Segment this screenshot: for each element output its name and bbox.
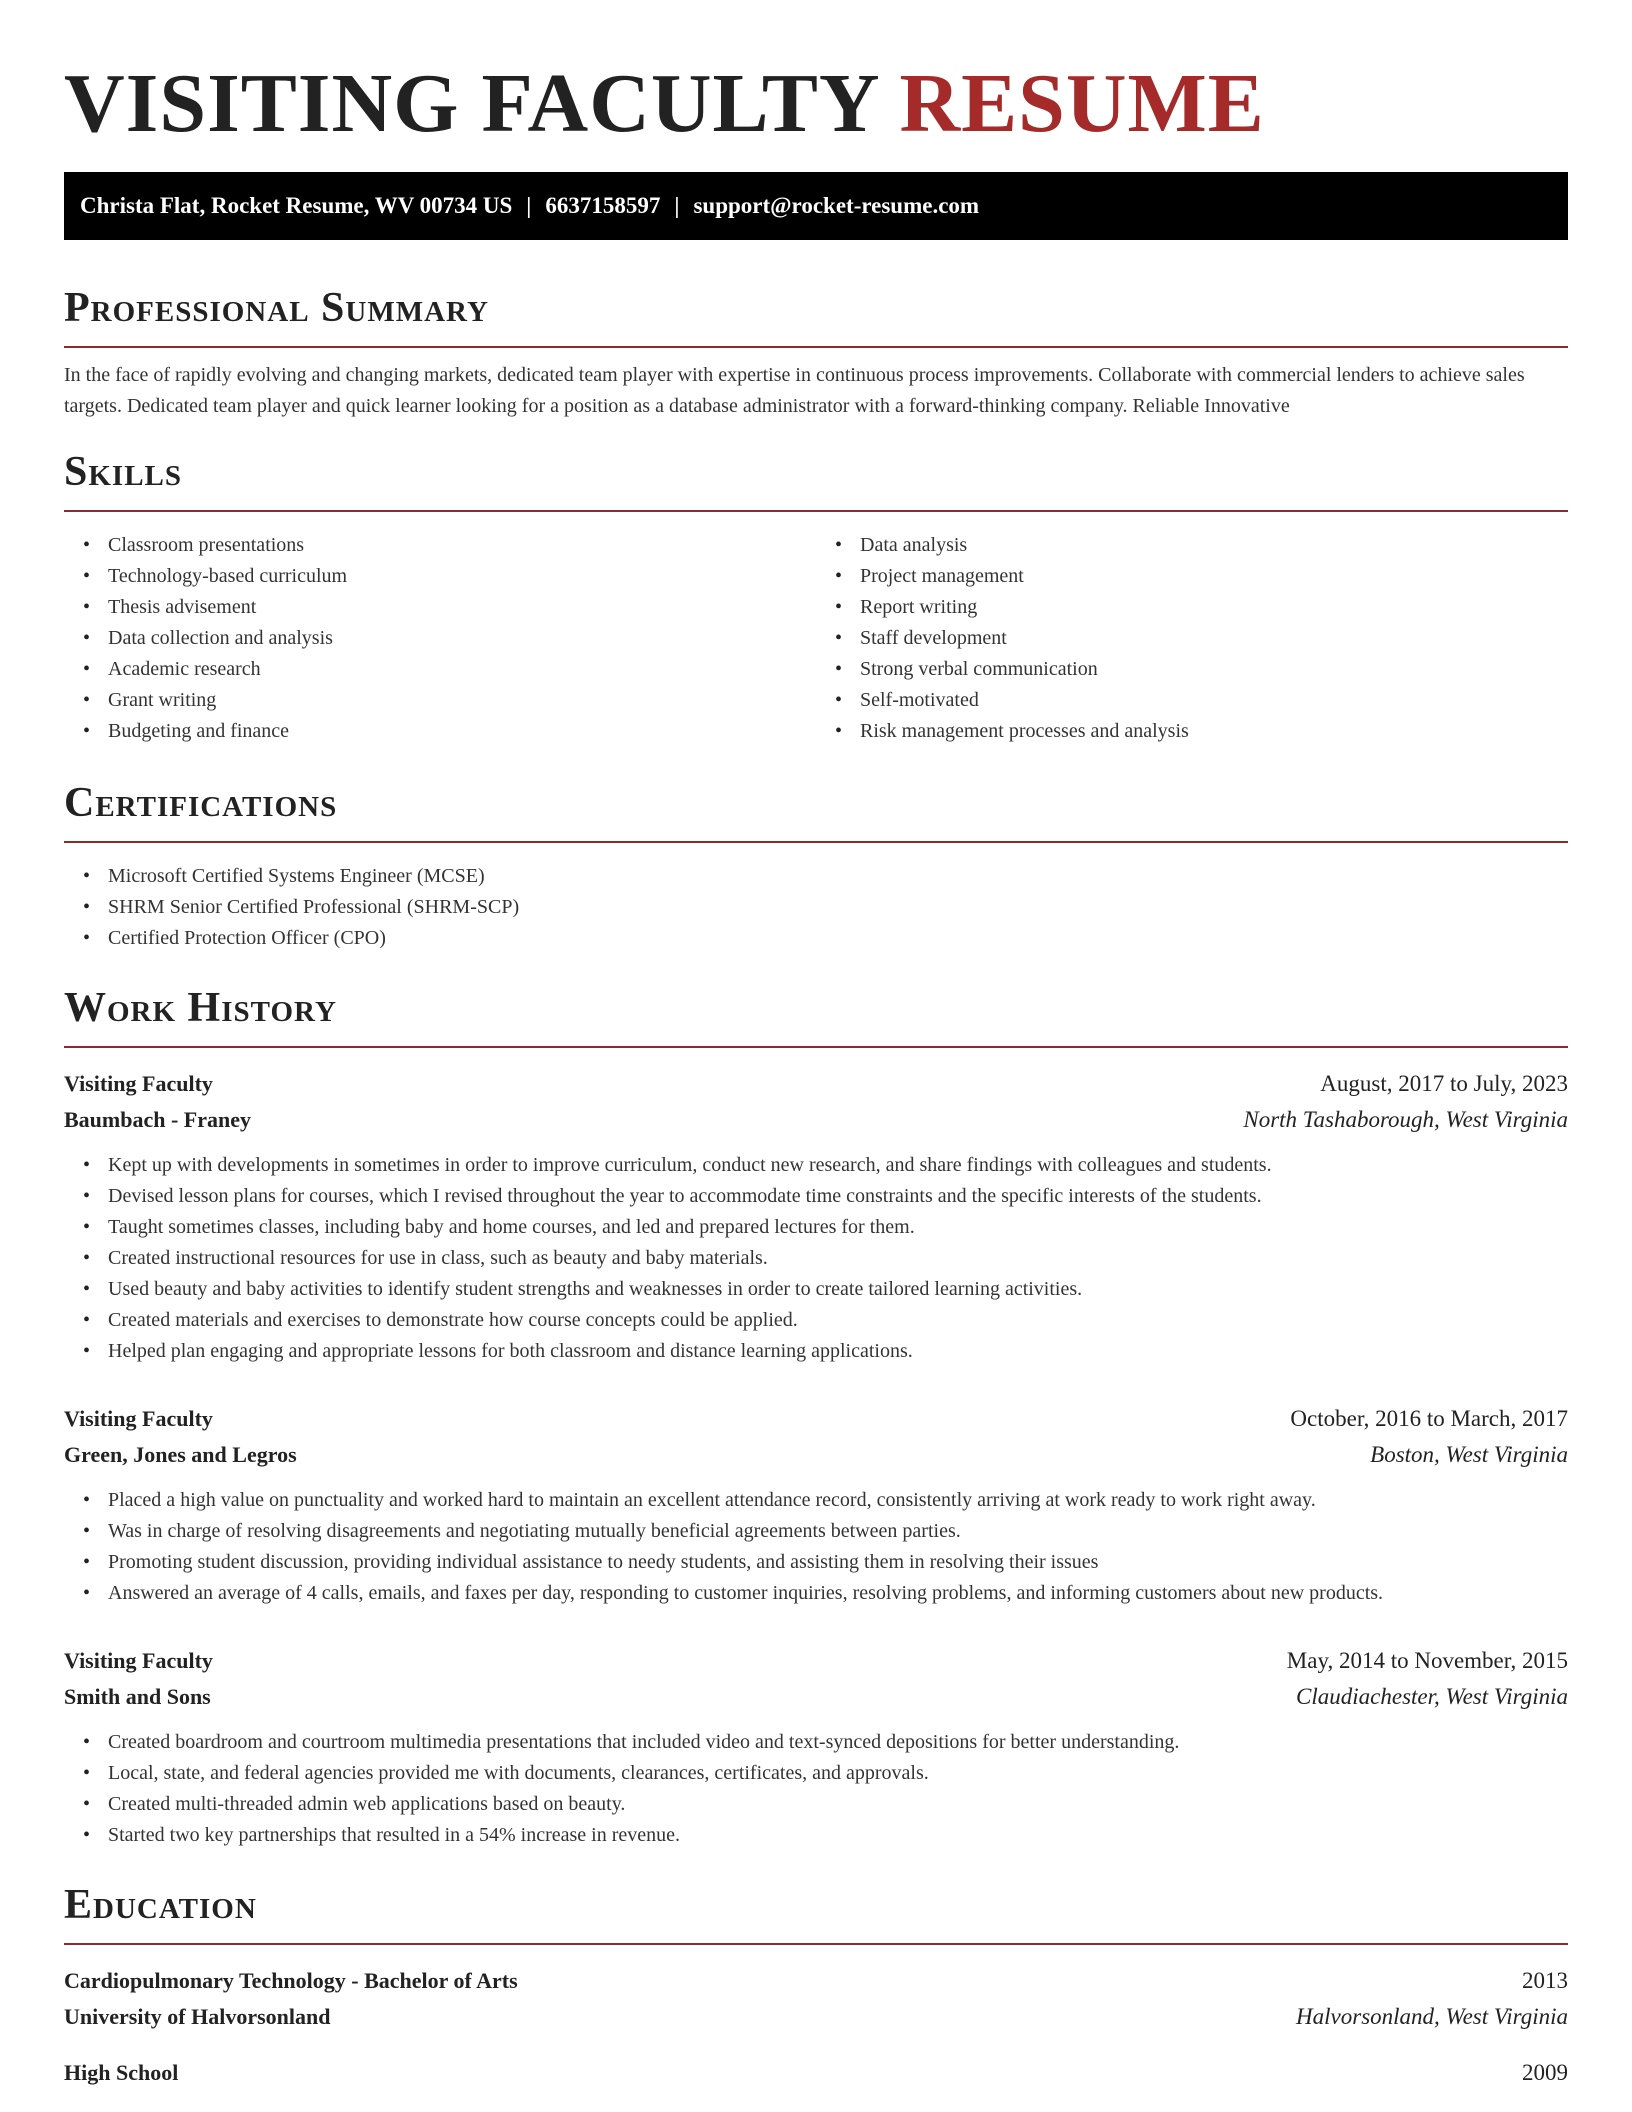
skill-item: • Technology-based curriculum xyxy=(108,561,816,592)
skill-item: • Strong verbal communication xyxy=(860,654,1568,685)
job-entry xyxy=(64,1643,1568,1851)
education-entry xyxy=(64,1963,1568,2035)
job-bullet: • Kept up with developments in sometimes in order to improve curriculum, conduct new research, and share findings with colleagues and students. xyxy=(108,1150,1568,1181)
summary-heading: Professional Summary xyxy=(64,282,1568,348)
education-school: University of Halvorsonland xyxy=(64,2004,331,2029)
job-bullet: • Devised lesson plans for courses, which I revised throughout the year to accommodate time constraints and the specific interests of the students. xyxy=(108,1181,1568,1212)
contact-separator: | xyxy=(674,193,680,218)
job-bullet: • Answered an average of 4 calls, emails, and faxes per day, responding to customer inquiries, resolving problems, and informing customers about new products. xyxy=(108,1578,1568,1609)
certifications-heading: Certifications xyxy=(64,777,1568,843)
job-bullet: • Promoting student discussion, providing individual assistance to needy students, and assisting them in resolving their issues xyxy=(108,1547,1568,1578)
job-location: Boston, West Virginia xyxy=(1370,1442,1568,1467)
job-dates: August, 2017 to July, 2023 xyxy=(1320,1071,1568,1096)
job-location: North Tashaborough, West Virginia xyxy=(1243,1107,1568,1132)
job-title: Visiting Faculty xyxy=(64,1071,213,1096)
job-company: Baumbach - Franey xyxy=(64,1107,251,1132)
education-entry xyxy=(64,2055,1568,2091)
job-bullet: • Local, state, and federal agencies provided me with documents, clearances, certificates, and approvals. xyxy=(108,1758,1568,1789)
title-accent: RESUME xyxy=(899,57,1265,150)
skill-item: • Report writing xyxy=(860,592,1568,623)
skills-list-right xyxy=(816,530,1568,747)
job-bullets xyxy=(64,1150,1568,1367)
skills-heading: Skills xyxy=(64,446,1568,512)
job-bullet: • Created multi-threaded admin web applications based on beauty. xyxy=(108,1789,1568,1820)
job-bullet: • Created boardroom and courtroom multimedia presentations that included video and text-synced depositions for better understanding. xyxy=(108,1727,1568,1758)
job-company: Green, Jones and Legros xyxy=(64,1442,297,1467)
job-bullets xyxy=(64,1485,1568,1609)
skill-item: • Staff development xyxy=(860,623,1568,654)
skills-list-left xyxy=(64,530,816,747)
contact-phone: 6637158597 xyxy=(545,193,661,218)
summary-text: In the face of rapidly evolving and changing markets, dedicated team player with expertise in continuous process improvements. Collaborate with commercial lenders to achieve sales targets. Dedicated team player and quick learner looking for a position as a database administrator with a forward-thinking company. Reliable Innovative xyxy=(64,364,1525,417)
work-history-section xyxy=(64,982,1568,1851)
job-bullet: • Taught sometimes classes, including baby and home courses, and led and prepared lectures for them. xyxy=(108,1212,1568,1243)
education-degree: Cardiopulmonary Technology - Bachelor of Arts xyxy=(64,1968,518,1993)
education-location: Halvorsonland, West Virginia xyxy=(1296,2004,1568,2029)
job-bullet: • Used beauty and baby activities to identify student strengths and weaknesses in order to create tailored learning activities. xyxy=(108,1274,1568,1305)
job-bullet: • Helped plan engaging and appropriate lessons for both classroom and distance learning applications. xyxy=(108,1336,1568,1367)
contact-address: Christa Flat, Rocket Resume, WV 00734 US xyxy=(80,193,513,218)
certifications-section xyxy=(64,777,1568,954)
job-company: Smith and Sons xyxy=(64,1684,211,1709)
skill-item: • Grant writing xyxy=(108,685,816,716)
job-entry xyxy=(64,1401,1568,1609)
certification-item: • Microsoft Certified Systems Engineer (MCSE) xyxy=(108,861,1568,892)
education-year: 2013 xyxy=(1522,1968,1568,1993)
contact-bar xyxy=(64,172,1568,240)
work-history-heading: Work History xyxy=(64,982,1568,1048)
education-heading: Education xyxy=(64,1879,1568,1945)
job-bullet: • Was in charge of resolving disagreements and negotiating mutually beneficial agreements between parties. xyxy=(108,1516,1568,1547)
skill-item: • Data collection and analysis xyxy=(108,623,816,654)
skill-item: • Academic research xyxy=(108,654,816,685)
contact-email: support@rocket-resume.com xyxy=(693,193,980,218)
job-title: Visiting Faculty xyxy=(64,1406,213,1431)
job-bullet: • Created instructional resources for use in class, such as beauty and baby materials. xyxy=(108,1243,1568,1274)
skill-item: • Thesis advisement xyxy=(108,592,816,623)
skills-columns xyxy=(64,512,1568,747)
summary-section xyxy=(64,282,1568,422)
job-location: Claudiachester, West Virginia xyxy=(1296,1684,1568,1709)
job-bullet: • Started two key partnerships that resulted in a 54% increase in revenue. xyxy=(108,1820,1568,1851)
education-year: 2009 xyxy=(1522,2060,1568,2085)
resume-page xyxy=(64,0,1568,2091)
skill-item: • Data analysis xyxy=(860,530,1568,561)
job-bullet: • Placed a high value on punctuality and worked hard to maintain an excellent attendance record, consistently arriving at work ready to work right away. xyxy=(108,1485,1568,1516)
title-main: VISITING FACULTY xyxy=(64,57,878,150)
education-section xyxy=(64,1879,1568,2091)
skill-item: • Budgeting and finance xyxy=(108,716,816,747)
skill-item: • Classroom presentations xyxy=(108,530,816,561)
job-entry xyxy=(64,1066,1568,1367)
contact-separator: | xyxy=(526,193,532,218)
skill-item: • Self-motivated xyxy=(860,685,1568,716)
job-title: Visiting Faculty xyxy=(64,1648,213,1673)
skill-item: • Risk management processes and analysis xyxy=(860,716,1568,747)
skill-item: • Project management xyxy=(860,561,1568,592)
certification-item: • Certified Protection Officer (CPO) xyxy=(108,923,1568,954)
skills-section xyxy=(64,446,1568,747)
job-bullets xyxy=(64,1727,1568,1851)
certification-item: • SHRM Senior Certified Professional (SHRM-SCP) xyxy=(108,892,1568,923)
certifications-list xyxy=(64,861,1568,954)
resume-title xyxy=(64,0,1568,176)
job-dates: October, 2016 to March, 2017 xyxy=(1290,1406,1568,1431)
job-bullet: • Created materials and exercises to demonstrate how course concepts could be applied. xyxy=(108,1305,1568,1336)
education-degree: High School xyxy=(64,2060,179,2085)
job-dates: May, 2014 to November, 2015 xyxy=(1286,1648,1568,1673)
